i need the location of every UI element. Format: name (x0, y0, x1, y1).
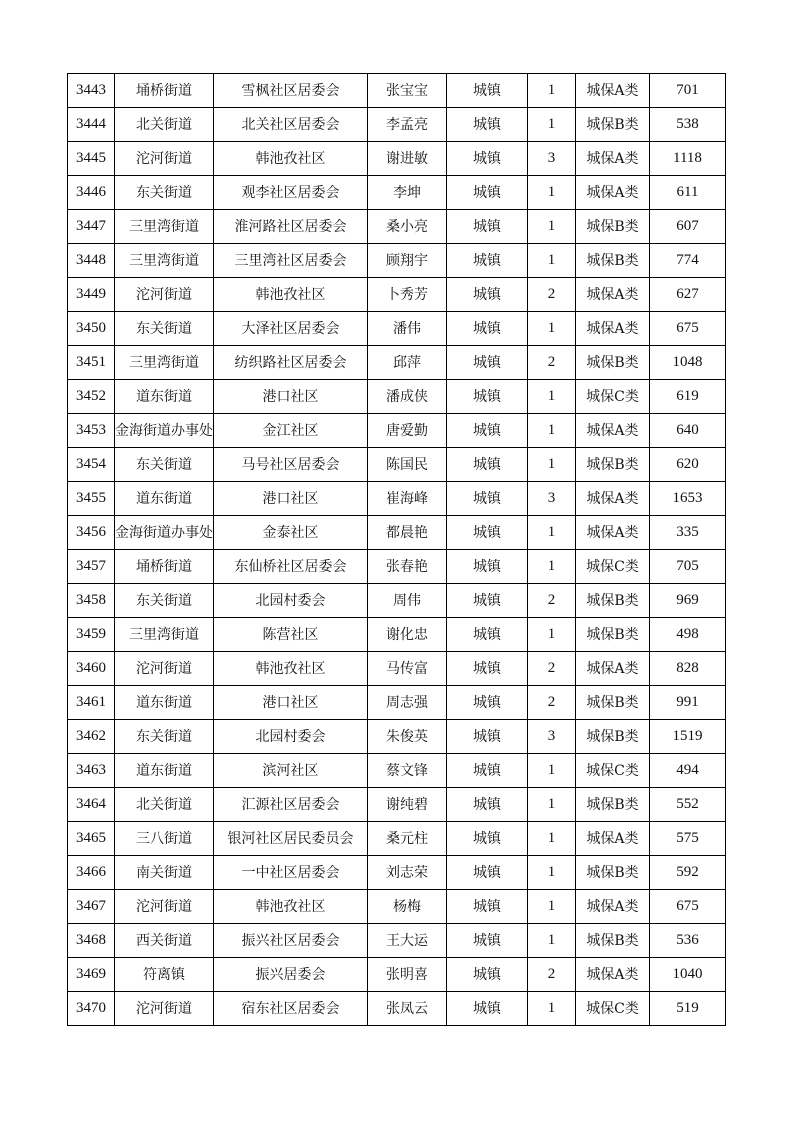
area-type-cell: 城镇 (447, 516, 528, 550)
community-cell: 振兴社区居委会 (214, 924, 368, 958)
community-cell: 港口社区 (214, 686, 368, 720)
household-size-cell: 1 (528, 924, 576, 958)
name-cell: 张明喜 (368, 958, 447, 992)
community-cell: 淮河路社区居委会 (214, 210, 368, 244)
household-size-cell: 3 (528, 142, 576, 176)
amount-cell: 991 (650, 686, 726, 720)
household-size-cell: 1 (528, 74, 576, 108)
household-size-cell: 1 (528, 992, 576, 1026)
category-cell: 城保A类 (576, 822, 650, 856)
area-type-cell: 城镇 (447, 210, 528, 244)
category-cell: 城保A类 (576, 312, 650, 346)
street-cell: 道东街道 (115, 686, 214, 720)
community-cell: 银河社区居民委员会 (214, 822, 368, 856)
street-cell: 西关街道 (115, 924, 214, 958)
table-row (68, 958, 726, 992)
table-row (68, 380, 726, 414)
table-row (68, 720, 726, 754)
amount-cell: 705 (650, 550, 726, 584)
category-cell: 城保B类 (576, 584, 650, 618)
row-id-cell: 3453 (68, 414, 115, 448)
name-cell: 崔海峰 (368, 482, 447, 516)
row-id-cell: 3468 (68, 924, 115, 958)
name-cell: 顾翔宇 (368, 244, 447, 278)
name-cell: 潘伟 (368, 312, 447, 346)
amount-cell: 701 (650, 74, 726, 108)
category-cell: 城保B类 (576, 108, 650, 142)
amount-cell: 592 (650, 856, 726, 890)
community-cell: 汇源社区居委会 (214, 788, 368, 822)
household-size-cell: 1 (528, 176, 576, 210)
table-row (68, 924, 726, 958)
area-type-cell: 城镇 (447, 788, 528, 822)
area-type-cell: 城镇 (447, 686, 528, 720)
amount-cell: 494 (650, 754, 726, 788)
amount-cell: 828 (650, 652, 726, 686)
table-row (68, 992, 726, 1026)
community-cell: 韩池孜社区 (214, 142, 368, 176)
amount-cell: 1519 (650, 720, 726, 754)
table-row (68, 142, 726, 176)
area-type-cell: 城镇 (447, 890, 528, 924)
row-id-cell: 3450 (68, 312, 115, 346)
amount-cell: 498 (650, 618, 726, 652)
name-cell: 潘成侠 (368, 380, 447, 414)
amount-cell: 675 (650, 312, 726, 346)
community-cell: 大泽社区居委会 (214, 312, 368, 346)
street-cell: 沱河街道 (115, 890, 214, 924)
household-size-cell: 1 (528, 754, 576, 788)
table-row (68, 618, 726, 652)
name-cell: 杨梅 (368, 890, 447, 924)
street-cell: 道东街道 (115, 482, 214, 516)
table-row (68, 856, 726, 890)
amount-cell: 627 (650, 278, 726, 312)
community-cell: 韩池孜社区 (214, 890, 368, 924)
household-size-cell: 1 (528, 210, 576, 244)
name-cell: 唐爱勤 (368, 414, 447, 448)
table-row (68, 244, 726, 278)
row-id-cell: 3461 (68, 686, 115, 720)
community-cell: 振兴居委会 (214, 958, 368, 992)
name-cell: 刘志荣 (368, 856, 447, 890)
category-cell: 城保C类 (576, 380, 650, 414)
street-cell: 东关街道 (115, 312, 214, 346)
area-type-cell: 城镇 (447, 958, 528, 992)
area-type-cell: 城镇 (447, 822, 528, 856)
name-cell: 马传富 (368, 652, 447, 686)
household-size-cell: 1 (528, 448, 576, 482)
table-row (68, 278, 726, 312)
street-cell: 道东街道 (115, 380, 214, 414)
table-body (68, 74, 726, 1026)
row-id-cell: 3451 (68, 346, 115, 380)
row-id-cell: 3467 (68, 890, 115, 924)
street-cell: 沱河街道 (115, 142, 214, 176)
row-id-cell: 3469 (68, 958, 115, 992)
community-cell: 北园村委会 (214, 720, 368, 754)
household-size-cell: 1 (528, 890, 576, 924)
amount-cell: 620 (650, 448, 726, 482)
amount-cell: 536 (650, 924, 726, 958)
table-row (68, 74, 726, 108)
table-row (68, 108, 726, 142)
category-cell: 城保C类 (576, 992, 650, 1026)
category-cell: 城保B类 (576, 856, 650, 890)
community-cell: 东仙桥社区居委会 (214, 550, 368, 584)
area-type-cell: 城镇 (447, 108, 528, 142)
community-cell: 陈营社区 (214, 618, 368, 652)
category-cell: 城保B类 (576, 788, 650, 822)
community-cell: 观李社区居委会 (214, 176, 368, 210)
amount-cell: 611 (650, 176, 726, 210)
category-cell: 城保A类 (576, 74, 650, 108)
community-cell: 北关社区居委会 (214, 108, 368, 142)
name-cell: 蔡文锋 (368, 754, 447, 788)
street-cell: 三里湾街道 (115, 618, 214, 652)
amount-cell: 1048 (650, 346, 726, 380)
name-cell: 张凤云 (368, 992, 447, 1026)
amount-cell: 538 (650, 108, 726, 142)
household-size-cell: 2 (528, 652, 576, 686)
category-cell: 城保C类 (576, 754, 650, 788)
name-cell: 周志强 (368, 686, 447, 720)
table-row (68, 890, 726, 924)
community-cell: 雪枫社区居委会 (214, 74, 368, 108)
table-row (68, 516, 726, 550)
name-cell: 王大运 (368, 924, 447, 958)
name-cell: 周伟 (368, 584, 447, 618)
category-cell: 城保A类 (576, 414, 650, 448)
area-type-cell: 城镇 (447, 482, 528, 516)
street-cell: 埇桥街道 (115, 550, 214, 584)
street-cell: 北关街道 (115, 788, 214, 822)
row-id-cell: 3455 (68, 482, 115, 516)
table-row (68, 448, 726, 482)
household-size-cell: 1 (528, 516, 576, 550)
name-cell: 桑元柱 (368, 822, 447, 856)
amount-cell: 335 (650, 516, 726, 550)
area-type-cell: 城镇 (447, 74, 528, 108)
amount-cell: 1653 (650, 482, 726, 516)
community-cell: 纺织路社区居委会 (214, 346, 368, 380)
category-cell: 城保B类 (576, 346, 650, 380)
street-cell: 三里湾街道 (115, 244, 214, 278)
area-type-cell: 城镇 (447, 448, 528, 482)
row-id-cell: 3463 (68, 754, 115, 788)
amount-cell: 774 (650, 244, 726, 278)
household-size-cell: 1 (528, 822, 576, 856)
row-id-cell: 3449 (68, 278, 115, 312)
household-size-cell: 1 (528, 618, 576, 652)
amount-cell: 640 (650, 414, 726, 448)
category-cell: 城保B类 (576, 210, 650, 244)
street-cell: 南关街道 (115, 856, 214, 890)
area-type-cell: 城镇 (447, 380, 528, 414)
area-type-cell: 城镇 (447, 312, 528, 346)
street-cell: 金海街道办事处 (115, 414, 214, 448)
area-type-cell: 城镇 (447, 142, 528, 176)
category-cell: 城保B类 (576, 618, 650, 652)
category-cell: 城保A类 (576, 176, 650, 210)
category-cell: 城保B类 (576, 686, 650, 720)
row-id-cell: 3466 (68, 856, 115, 890)
household-size-cell: 1 (528, 550, 576, 584)
area-type-cell: 城镇 (447, 720, 528, 754)
category-cell: 城保A类 (576, 958, 650, 992)
category-cell: 城保A类 (576, 516, 650, 550)
name-cell: 都晨艳 (368, 516, 447, 550)
name-cell: 邱萍 (368, 346, 447, 380)
street-cell: 沱河街道 (115, 992, 214, 1026)
community-cell: 马号社区居委会 (214, 448, 368, 482)
community-cell: 金江社区 (214, 414, 368, 448)
street-cell: 道东街道 (115, 754, 214, 788)
row-id-cell: 3452 (68, 380, 115, 414)
street-cell: 金海街道办事处 (115, 516, 214, 550)
community-cell: 韩池孜社区 (214, 652, 368, 686)
table-row (68, 550, 726, 584)
area-type-cell: 城镇 (447, 924, 528, 958)
area-type-cell: 城镇 (447, 550, 528, 584)
table-row (68, 482, 726, 516)
amount-cell: 1040 (650, 958, 726, 992)
household-size-cell: 2 (528, 346, 576, 380)
street-cell: 三里湾街道 (115, 210, 214, 244)
household-size-cell: 1 (528, 312, 576, 346)
row-id-cell: 3456 (68, 516, 115, 550)
category-cell: 城保A类 (576, 278, 650, 312)
area-type-cell: 城镇 (447, 346, 528, 380)
table-row (68, 176, 726, 210)
area-type-cell: 城镇 (447, 652, 528, 686)
street-cell: 东关街道 (115, 720, 214, 754)
row-id-cell: 3458 (68, 584, 115, 618)
community-cell: 韩池孜社区 (214, 278, 368, 312)
amount-cell: 575 (650, 822, 726, 856)
name-cell: 谢纯碧 (368, 788, 447, 822)
community-cell: 北园村委会 (214, 584, 368, 618)
row-id-cell: 3460 (68, 652, 115, 686)
category-cell: 城保A类 (576, 142, 650, 176)
name-cell: 朱俊英 (368, 720, 447, 754)
table-row (68, 346, 726, 380)
row-id-cell: 3464 (68, 788, 115, 822)
area-type-cell: 城镇 (447, 992, 528, 1026)
table-row (68, 754, 726, 788)
row-id-cell: 3462 (68, 720, 115, 754)
name-cell: 谢化忠 (368, 618, 447, 652)
name-cell: 李坤 (368, 176, 447, 210)
community-cell: 港口社区 (214, 482, 368, 516)
category-cell: 城保B类 (576, 448, 650, 482)
street-cell: 北关街道 (115, 108, 214, 142)
amount-cell: 1118 (650, 142, 726, 176)
row-id-cell: 3443 (68, 74, 115, 108)
community-cell: 金泰社区 (214, 516, 368, 550)
area-type-cell: 城镇 (447, 176, 528, 210)
name-cell: 卜秀芳 (368, 278, 447, 312)
street-cell: 三里湾街道 (115, 346, 214, 380)
area-type-cell: 城镇 (447, 754, 528, 788)
area-type-cell: 城镇 (447, 278, 528, 312)
community-cell: 滨河社区 (214, 754, 368, 788)
household-size-cell: 3 (528, 482, 576, 516)
name-cell: 张宝宝 (368, 74, 447, 108)
table-row (68, 652, 726, 686)
community-cell: 港口社区 (214, 380, 368, 414)
category-cell: 城保C类 (576, 550, 650, 584)
community-cell: 宿东社区居委会 (214, 992, 368, 1026)
household-size-cell: 2 (528, 686, 576, 720)
row-id-cell: 3448 (68, 244, 115, 278)
name-cell: 桑小亮 (368, 210, 447, 244)
row-id-cell: 3457 (68, 550, 115, 584)
table-row (68, 414, 726, 448)
category-cell: 城保B类 (576, 720, 650, 754)
row-id-cell: 3446 (68, 176, 115, 210)
amount-cell: 552 (650, 788, 726, 822)
street-cell: 东关街道 (115, 448, 214, 482)
data-table (67, 73, 726, 1026)
household-size-cell: 3 (528, 720, 576, 754)
name-cell: 陈国民 (368, 448, 447, 482)
category-cell: 城保B类 (576, 244, 650, 278)
row-id-cell: 3459 (68, 618, 115, 652)
table-row (68, 584, 726, 618)
street-cell: 东关街道 (115, 176, 214, 210)
street-cell: 东关街道 (115, 584, 214, 618)
area-type-cell: 城镇 (447, 618, 528, 652)
table-row (68, 312, 726, 346)
household-size-cell: 2 (528, 278, 576, 312)
household-size-cell: 1 (528, 108, 576, 142)
category-cell: 城保A类 (576, 652, 650, 686)
name-cell: 谢进敏 (368, 142, 447, 176)
amount-cell: 619 (650, 380, 726, 414)
street-cell: 三八街道 (115, 822, 214, 856)
street-cell: 沱河街道 (115, 652, 214, 686)
street-cell: 符离镇 (115, 958, 214, 992)
amount-cell: 969 (650, 584, 726, 618)
amount-cell: 607 (650, 210, 726, 244)
household-size-cell: 1 (528, 380, 576, 414)
table-row (68, 822, 726, 856)
row-id-cell: 3445 (68, 142, 115, 176)
table-row (68, 788, 726, 822)
category-cell: 城保B类 (576, 924, 650, 958)
row-id-cell: 3447 (68, 210, 115, 244)
community-cell: 三里湾社区居委会 (214, 244, 368, 278)
household-size-cell: 1 (528, 856, 576, 890)
household-size-cell: 1 (528, 414, 576, 448)
street-cell: 埇桥街道 (115, 74, 214, 108)
table-row (68, 210, 726, 244)
area-type-cell: 城镇 (447, 414, 528, 448)
amount-cell: 675 (650, 890, 726, 924)
table-row (68, 686, 726, 720)
category-cell: 城保A类 (576, 482, 650, 516)
amount-cell: 519 (650, 992, 726, 1026)
community-cell: 一中社区居委会 (214, 856, 368, 890)
household-size-cell: 2 (528, 584, 576, 618)
area-type-cell: 城镇 (447, 584, 528, 618)
row-id-cell: 3454 (68, 448, 115, 482)
street-cell: 沱河街道 (115, 278, 214, 312)
row-id-cell: 3444 (68, 108, 115, 142)
household-size-cell: 1 (528, 788, 576, 822)
row-id-cell: 3470 (68, 992, 115, 1026)
row-id-cell: 3465 (68, 822, 115, 856)
household-size-cell: 2 (528, 958, 576, 992)
name-cell: 张春艳 (368, 550, 447, 584)
area-type-cell: 城镇 (447, 856, 528, 890)
category-cell: 城保A类 (576, 890, 650, 924)
household-size-cell: 1 (528, 244, 576, 278)
name-cell: 李孟亮 (368, 108, 447, 142)
area-type-cell: 城镇 (447, 244, 528, 278)
